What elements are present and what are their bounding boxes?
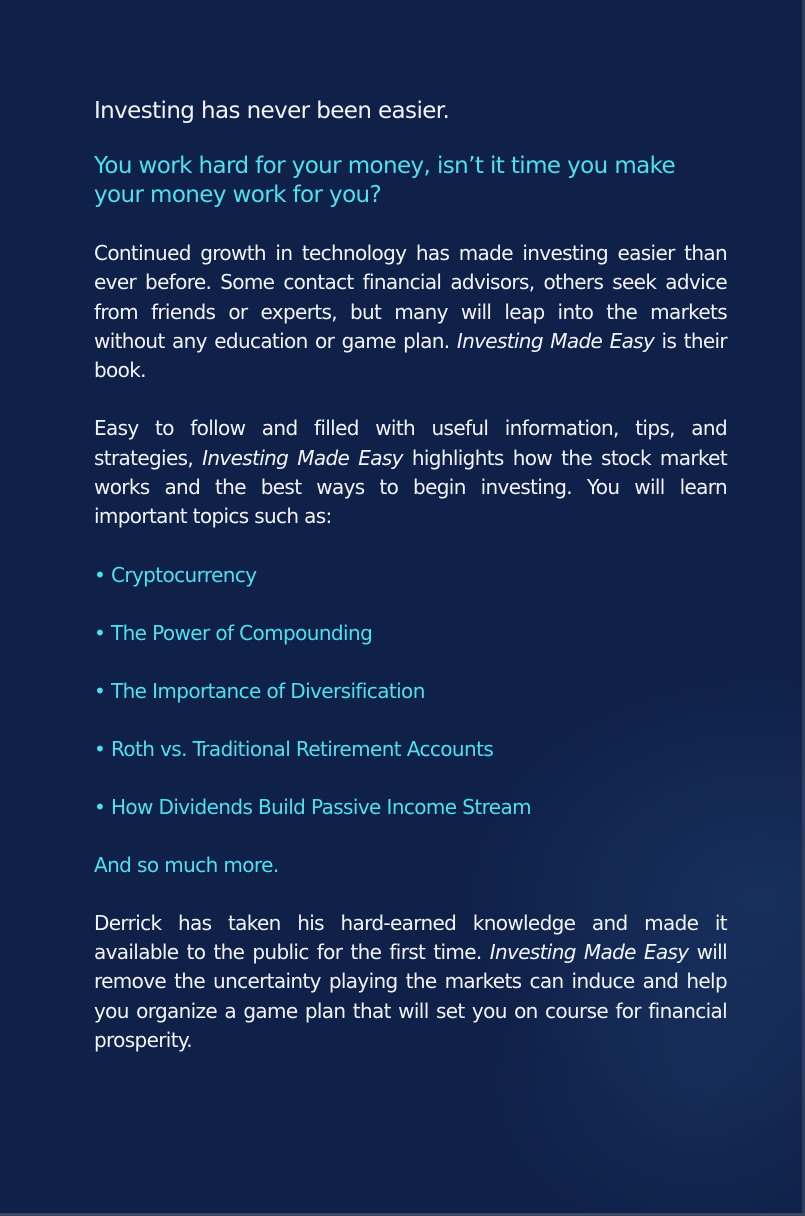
topic-item: • Roth vs. Traditional Retirement Accounts [94,736,494,761]
topic-list [94,561,727,822]
paragraph-author [94,909,727,1055]
book-title: Investing Made Easy [202,445,403,470]
book-title: Investing Made Easy [456,328,655,353]
closing-line: And so much more. [94,852,279,877]
paragraph-text: highlights how the stock market works and the best ways to begin investing. You will learn important topics such as: [94,445,728,529]
topic-item: • The Power of Compounding [94,620,373,645]
topic-item: • Cryptocurrency [94,562,257,587]
intro-heading: Investing has never been easier. [94,98,450,124]
paragraph-text: Continued growth in technology has made investing easier than ever before. Some contact financial advisors, others seek advice from friends or experts, but many will leap into the markets without any education or game plan. [94,241,727,353]
paragraph-text: will remove the uncertainty playing the markets can induce and help you organize a game plan that will set you on course for financial prosperity. [94,939,727,1052]
tagline: You work hard for your money, isn’t it time you make your money work for you? [94,153,676,208]
paragraph-text: Easy to follow and filled with useful information, tips, and strategies, [94,416,727,470]
topic-item: • How Dividends Build Passive Income Stream [94,794,532,819]
paragraph-text: Derrick has taken his hard-earned knowledge and made it available to the public for the first time. [94,910,727,964]
blurb [94,96,727,1084]
topic-item: • The Importance of Diversification [94,678,425,703]
book-title: Investing Made Easy [489,939,689,964]
paragraph-overview [94,414,727,531]
paragraph-text: is their book. [94,328,727,383]
paragraph-technology [94,239,727,385]
